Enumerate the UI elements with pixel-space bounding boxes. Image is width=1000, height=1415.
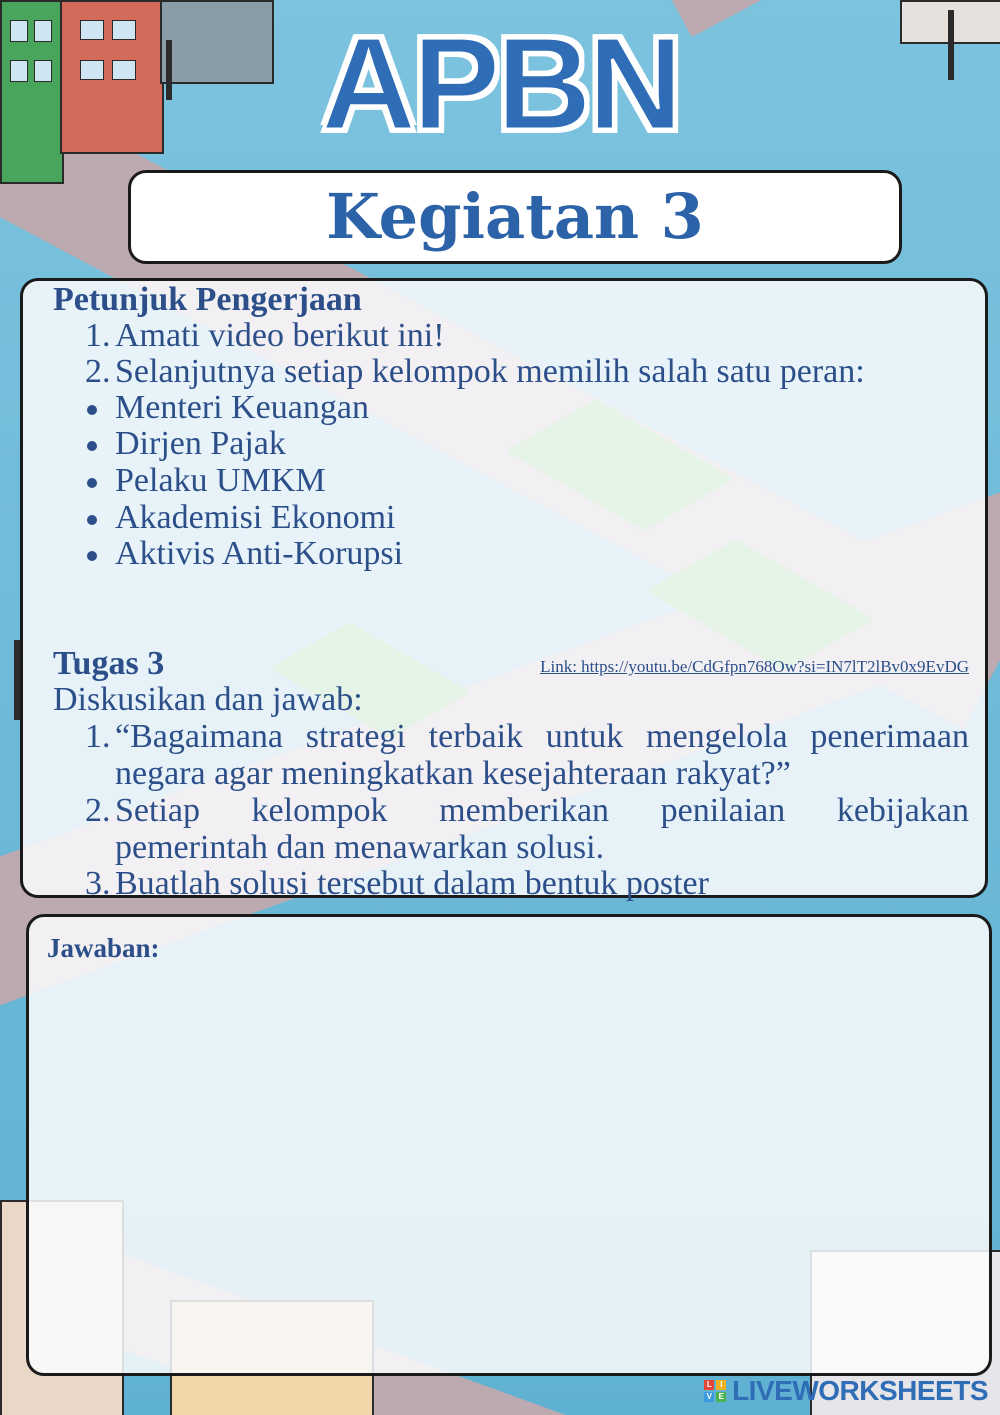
liveworksheets-logo <box>704 1375 988 1407</box>
task-heading: Tugas 3 <box>53 645 165 682</box>
task-text: Setiap kelompok memberikan penilaian kebijakan <box>115 792 969 829</box>
task-text-continued: negara agar meningkatkan kesejahteraan rakyat?” <box>115 755 791 792</box>
task-number: 2. <box>85 792 111 829</box>
instructions-heading: Petunjuk Pengerjaan <box>53 281 362 318</box>
task-text-continued: pemerintah dan menawarkan solusi. <box>115 829 605 866</box>
video-link[interactable]: Link: https://youtu.be/CdGfpn768Ow?si=IN7lT2lBv0x9EvDG <box>540 657 969 676</box>
liveworksheets-icon: L I V E <box>704 1380 726 1402</box>
bullet-icon <box>87 405 97 415</box>
answer-panel[interactable] <box>26 914 992 1376</box>
task-number: 3. <box>85 865 111 902</box>
task-number: 1. <box>85 718 111 755</box>
bullet-icon <box>87 478 97 488</box>
task-intro: Diskusikan dan jawab: <box>53 681 363 718</box>
bullet-icon <box>87 551 97 561</box>
step-text: Selanjutnya setiap kelompok memilih salah satu peran: <box>115 353 865 390</box>
role-item: Menteri Keuangan <box>115 389 369 426</box>
watermark-text: LIVEWORKSHEETS <box>732 1375 988 1406</box>
role-item: Aktivis Anti-Korupsi <box>115 535 404 572</box>
bullet-icon <box>87 515 97 525</box>
task-text: Buatlah solusi tersebut dalam bentuk poster <box>115 865 709 902</box>
activity-title: Kegiatan 3 <box>326 180 704 253</box>
task-text: “Bagaimana strategi terbaik untuk mengelola penerimaan <box>115 718 969 755</box>
activity-title-box <box>128 170 902 264</box>
instructions-panel <box>20 278 988 902</box>
step-number: 2. <box>85 353 111 390</box>
answer-label: Jawaban: <box>47 933 160 963</box>
role-item: Pelaku UMKM <box>115 462 326 499</box>
role-item: Akademisi Ekonomi <box>115 499 396 536</box>
step-number: 1. <box>85 317 111 354</box>
bullet-icon <box>87 441 97 451</box>
role-item: Dirjen Pajak <box>115 425 286 462</box>
step-text: Amati video berikut ini! <box>115 317 445 354</box>
page-title: APBN <box>320 10 680 157</box>
